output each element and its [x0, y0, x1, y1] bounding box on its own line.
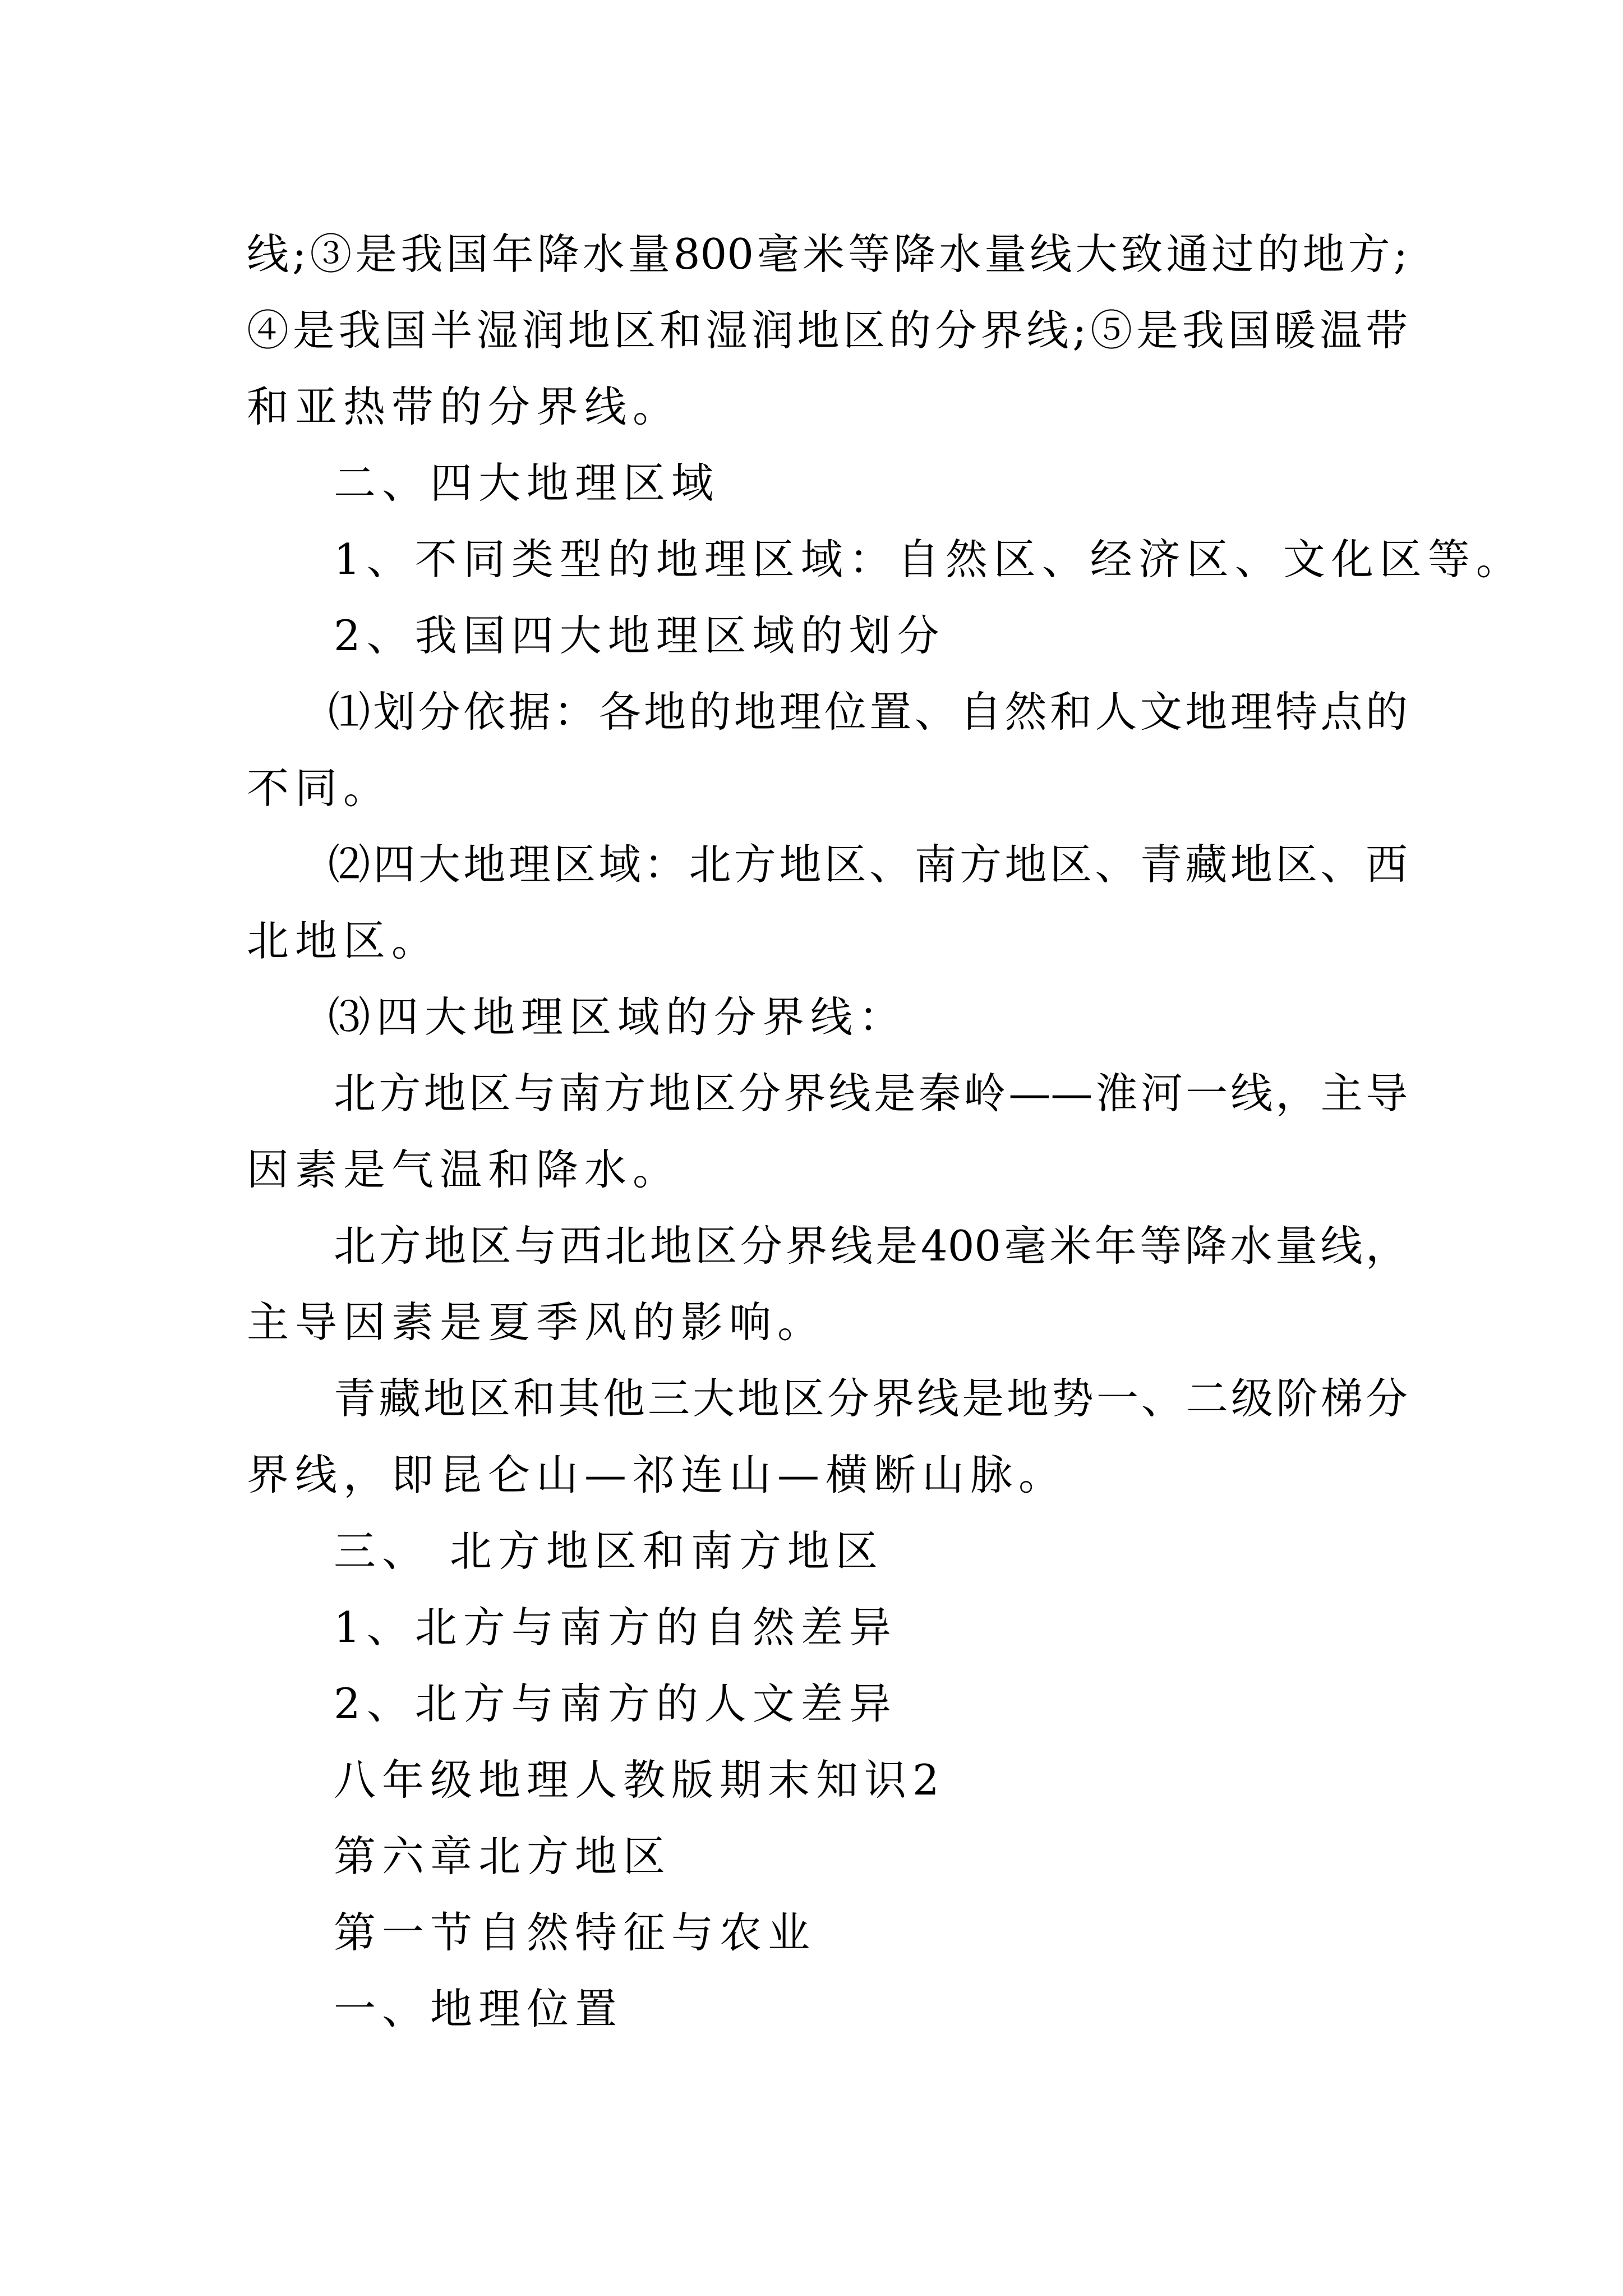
document-body: [247, 216, 1524, 2047]
section-heading: 三、 北方地区和南方地区: [334, 1526, 884, 1576]
text-line: 和亚热带的分界线。: [247, 382, 681, 431]
text-line: ⑵四大地理区域：北方地区、南方地区、青藏地区、西: [328, 840, 1408, 889]
text-line: 北方地区与南方地区分界线是秦岭——淮河一线，主导: [334, 1069, 1408, 1118]
text-line: 线;③是我国年降水量800毫米等降水量线大致通过的地方;: [247, 229, 1408, 279]
list-item: 2、北方与南方的人文差异: [334, 1679, 897, 1728]
list-item: 1、不同类型的地理区域：自然区、经济区、文化区等。: [334, 535, 1524, 584]
text-line: 因素是气温和降水。: [247, 1145, 681, 1194]
text-line: 北地区。: [247, 916, 440, 965]
section-heading: 第一节自然特征与农业: [334, 1908, 817, 1957]
text-line: 北方地区与西北地区分界线是400毫米年等降水量线，: [334, 1221, 1408, 1271]
text-line: 不同。: [247, 763, 392, 813]
text-line: 青藏地区和其他三大地区分界线是地势一、二级阶梯分: [334, 1374, 1408, 1423]
list-item: 2、我国四大地理区域的划分: [334, 611, 946, 660]
text-line: ④是我国半湿润地区和湿润地区的分界线;⑤是我国暖温带: [247, 306, 1408, 355]
document-title: 八年级地理人教版期末知识2: [334, 1755, 946, 1805]
list-item: 1、北方与南方的自然差异: [334, 1603, 897, 1652]
text-line: 界线，即昆仑山—祁连山—横断山脉。: [247, 1450, 1067, 1499]
text-line: ⑴划分依据：各地的地理位置、自然和人文地理特点的: [328, 687, 1408, 737]
text-line: 主导因素是夏季风的影响。: [247, 1297, 826, 1347]
chapter-heading: 第六章北方地区: [334, 1832, 672, 1881]
text-line: ⑶四大地理区域的分界线：: [328, 992, 907, 1042]
section-heading: 二、四大地理区域: [334, 458, 720, 508]
section-heading: 一、地理位置: [334, 1984, 624, 2033]
